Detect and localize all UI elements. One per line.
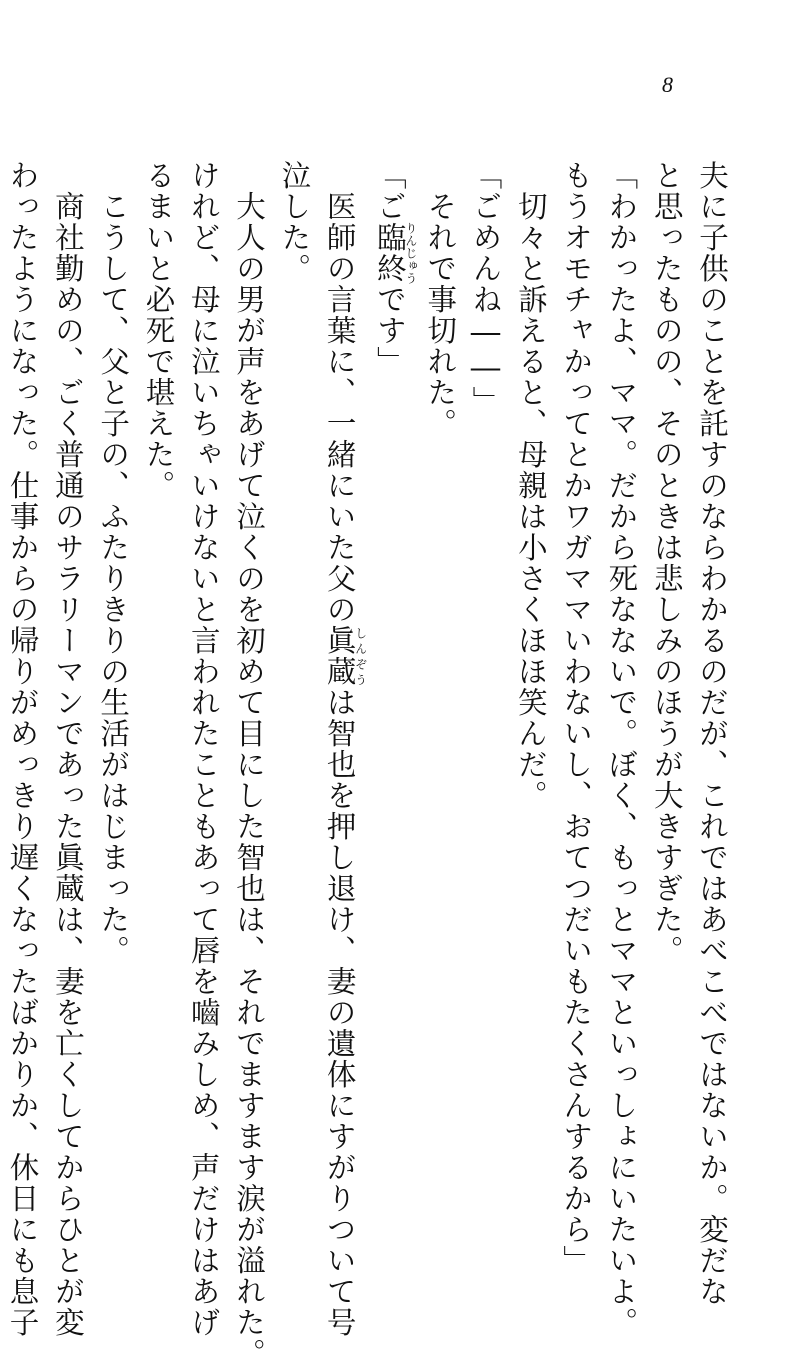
ruby-word: 臨終りんじゅう — [373, 222, 407, 284]
text-line: 「ご臨終りんじゅうです」 — [367, 160, 417, 1120]
text-line: 夫に子供のことを託すのならわかるのだが、これではあべこべではないか。変だな — [689, 160, 734, 1120]
page-number: 8 — [662, 72, 673, 98]
text-line: 切々と訴えると、母親は小さくほほ笑んだ。 — [508, 160, 553, 1120]
ruby-reading: りんじゅう — [404, 222, 418, 284]
text-line: 「わかったよ、ママ。だから死なないで。ぼく、もっとママといっしょにいたいよ。 — [598, 160, 643, 1120]
text-line: わったようになった。仕事からの帰りがめっきり遅くなったばかりか、休日にも息子 — [0, 160, 45, 1120]
text-line: こうして、父と子の、ふたりきりの生活がはじまった。 — [90, 160, 135, 1120]
text-line: それで事切れた。 — [417, 160, 462, 1120]
text-line: 医師の言葉に、一緒にいた父の眞蔵しんぞうは智也を押し退け、妻の遺体にすがりついて号 — [316, 160, 366, 1120]
text-line: 泣した。 — [271, 160, 316, 1120]
text-line: 「ごめんね――」 — [462, 160, 507, 1120]
ruby-reading: しんぞう — [354, 625, 368, 687]
text-line: 大人の男が声をあげて泣くのを初めて目にした智也は、それでますます涙が溢れた。 — [226, 160, 271, 1120]
text-line: るまいと必死で堪えた。 — [135, 160, 180, 1120]
text-line: けれど、母に泣いちゃいけないと言われたこともあって唇を嚙みしめ、声だけはあげ — [180, 160, 225, 1120]
text-block — [0, 160, 734, 1120]
ruby-word: 眞蔵しんぞう — [323, 625, 357, 687]
text-line: 商社勤めの、ごく普通のサラリーマンであった眞蔵は、妻を亡くしてからひとが変 — [45, 160, 90, 1120]
text-line: と思ったものの、そのときは悲しみのほうが大きすぎた。 — [643, 160, 688, 1120]
text-line: もうオモチャかってとかワガママいわないし、おてつだいもたくさんするから」 — [553, 160, 598, 1120]
